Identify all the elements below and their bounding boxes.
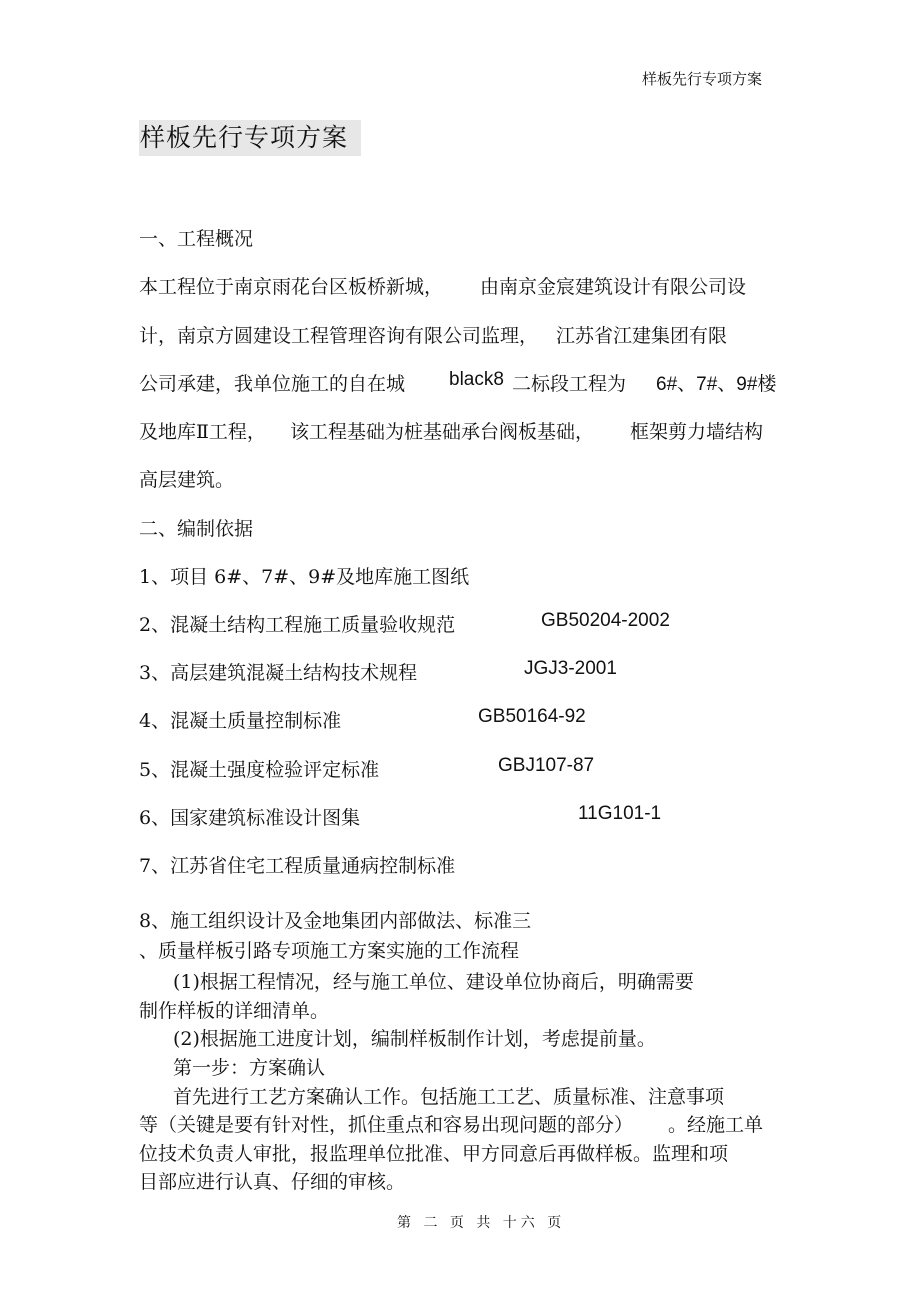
paragraph-line: 制作样板的详细清单。	[139, 1000, 330, 1022]
reference-code: JGJ3-2001	[524, 658, 617, 679]
paragraph-line: (2)根据施工进度计划，编制样板制作计划，考虑提前量。	[173, 1028, 656, 1050]
paragraph-line: (1)根据工程情况，经与施工单位、建设单位协商后，明确需要	[173, 971, 694, 993]
paragraph-line: 由南京金宸建筑设计有限公司设	[480, 276, 747, 298]
reference-item: 4、混凝土质量控制标准	[139, 710, 342, 732]
page-footer: 第 二 页 共 十六 页	[397, 1215, 566, 1231]
paragraph-line: 本工程位于南京雨花台区板桥新城，	[139, 276, 444, 298]
reference-item: 7、江苏省住宅工程质量通病控制标准	[139, 855, 456, 877]
reference-item: 3、高层建筑混凝土结构技术规程	[139, 662, 418, 684]
paragraph-line: black8	[449, 369, 504, 390]
section-2-heading: 二、编制依据	[139, 518, 254, 540]
paragraph-line: 目部应进行认真、仔细的审核。	[139, 1171, 406, 1193]
section-1-heading: 一、工程概况	[139, 228, 254, 250]
reference-item: 5、混凝土强度检验评定标准	[139, 759, 380, 781]
section-3-heading: 、质量样板引路专项施工方案实施的工作流程	[139, 940, 520, 962]
paragraph-line: 首先进行工艺方案确认工作。包括施工工艺、质量标准、注意事项	[173, 1086, 725, 1108]
running-header: 样板先行专项方案	[641, 70, 762, 88]
document-title: 样板先行专项方案	[140, 123, 349, 152]
paragraph-line: 框架剪力墙结构	[630, 421, 764, 443]
paragraph-line: 位技术负责人审批，报监理单位批准、甲方同意后再做样板。监理和项	[139, 1143, 729, 1165]
paragraph-line: 该工程基础为桩基础承台阀板基础，	[290, 421, 595, 443]
paragraph-line: 江苏省江建集团有限	[556, 325, 728, 347]
reference-item: 8、施工组织设计及金地集团内部做法、标准三	[139, 910, 532, 932]
reference-code: GBJ107-87	[498, 755, 595, 776]
paragraph-line: 高层建筑。	[139, 469, 235, 491]
paragraph-line: 。经施工单	[668, 1114, 764, 1136]
paragraph-line: 及地库Ⅱ工程，	[139, 421, 266, 443]
paragraph-line: 公司承建，我单位施工的自在城	[139, 373, 406, 395]
reference-item: 6、国家建筑标准设计图集	[139, 807, 361, 829]
step-heading: 第一步：方案确认	[173, 1057, 326, 1079]
reference-item: 2、混凝土结构工程施工质量验收规范	[139, 614, 456, 636]
paragraph-line: 6#、7#、9#楼	[656, 374, 777, 395]
reference-code: GB50204-2002	[541, 610, 670, 631]
reference-item: 1、项目 6#、7#、9#及地库施工图纸	[139, 566, 470, 588]
paragraph-line: 等（关键是要有针对性，抓住重点和容易出现问题的部分）	[139, 1114, 634, 1136]
reference-code: 11G101-1	[578, 803, 662, 824]
reference-code: GB50164-92	[478, 706, 586, 727]
paragraph-line: 二标段工程为	[512, 373, 627, 395]
paragraph-line: 计，南京方圆建设工程管理咨询有限公司监理，	[139, 325, 539, 347]
